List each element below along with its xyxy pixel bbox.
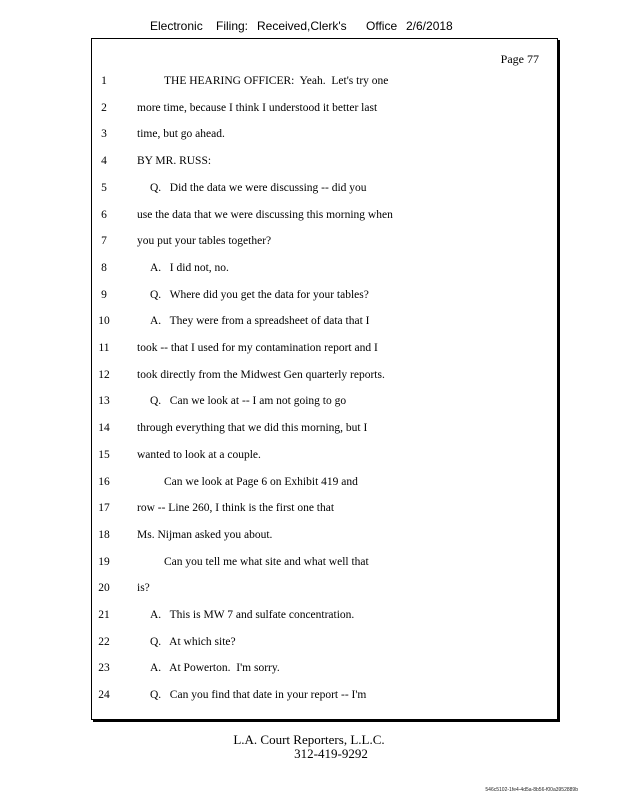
transcript-line: [92, 689, 557, 707]
line-number: 15: [98, 448, 110, 461]
transcript-line: [92, 262, 557, 280]
line-number: 17: [98, 502, 110, 515]
line-number: 1: [101, 75, 107, 87]
transcript-line: [92, 502, 557, 520]
line-text: wanted to look at a couple.: [137, 448, 261, 461]
transcript-line: [92, 289, 557, 307]
line-number: 19: [98, 555, 110, 568]
line-number: 18: [98, 528, 110, 541]
line-text: is?: [137, 582, 150, 595]
transcript-line: [92, 155, 557, 173]
transcript-line: [92, 476, 557, 494]
transcript-line: [92, 395, 557, 413]
line-text: A. This is MW 7 and sulfate concentration.: [150, 609, 355, 621]
footer-company: L.A. Court Reporters, L.L.C.: [233, 732, 385, 747]
stamp-word: Electronic: [150, 19, 203, 33]
transcript-line: [92, 369, 557, 387]
line-text: Q. At which site?: [150, 635, 236, 648]
stamp-word: Received,Clerk's: [257, 19, 347, 33]
line-text: more time, because I think I understood it better last: [137, 101, 378, 114]
transcript-line: [92, 128, 557, 146]
transcript-line: [92, 609, 557, 627]
footer: [0, 733, 618, 761]
line-number: 6: [101, 208, 107, 221]
line-text: row -- Line 260, I think is the first one that: [137, 502, 335, 515]
stamp-word: Filing:: [216, 19, 249, 33]
line-text: Can you tell me what site and what well that: [164, 555, 369, 568]
line-number: 8: [101, 261, 107, 274]
line-number: 14: [98, 422, 110, 435]
line-number: 7: [101, 235, 107, 248]
transcript-page: [91, 38, 558, 720]
line-text: BY MR. RUSS:: [137, 155, 212, 168]
transcript-line: [92, 209, 557, 227]
line-number: 20: [98, 582, 110, 595]
footer-phone: 312-419-9292: [294, 746, 368, 761]
transcript-line: [92, 529, 557, 547]
transcript-line: [92, 342, 557, 360]
line-text: Q. Can we look at -- I am not going to go: [150, 395, 347, 408]
line-number: 10: [98, 315, 110, 328]
document-id: 546c5102-1fe4-4d5a-8b56-f00a3952889b: [485, 787, 578, 793]
line-text: THE HEARING OFFICER: Yeah. Let's try one: [164, 75, 389, 87]
line-number: 9: [101, 288, 107, 301]
line-number: 12: [98, 368, 110, 381]
line-number: 24: [98, 689, 110, 702]
transcript-line: [92, 102, 557, 120]
line-text: A. At Powerton. I'm sorry.: [150, 662, 280, 675]
line-number: 3: [101, 128, 107, 141]
line-number: 23: [98, 662, 110, 675]
line-text: Ms. Nijman asked you about.: [137, 528, 273, 541]
transcript-line: [92, 315, 557, 333]
transcript-line: [92, 662, 557, 680]
transcript-line: [92, 582, 557, 600]
line-number: 16: [98, 475, 110, 488]
page-number: Page 77: [500, 52, 539, 66]
transcript-line: [92, 422, 557, 440]
transcript-line: [92, 449, 557, 467]
stamp-word: Office: [366, 19, 398, 33]
line-number: 2: [101, 101, 107, 114]
transcript-line: [92, 75, 557, 93]
stamp-word: 2/6/2018: [406, 19, 453, 33]
line-text: Q. Did the data we were discussing -- did you: [150, 181, 367, 194]
line-text: took -- that I used for my contamination report and I: [137, 342, 378, 354]
line-text: took directly from the Midwest Gen quarterly reports.: [137, 368, 385, 381]
line-text: you put your tables together?: [137, 235, 272, 248]
line-number: 11: [98, 342, 110, 354]
line-text: A. They were from a spreadsheet of data that I: [150, 315, 370, 328]
line-number: 5: [101, 181, 107, 194]
line-text: time, but go ahead.: [137, 128, 225, 141]
line-text: Can we look at Page 6 on Exhibit 419 and: [164, 475, 358, 488]
line-text: through everything that we did this morning, but I: [137, 422, 368, 435]
line-number: 22: [98, 635, 110, 648]
line-text: Q. Can you find that date in your report -- I'm: [150, 689, 367, 702]
transcript-line: [92, 636, 557, 654]
transcript-line: [92, 556, 557, 574]
line-text: use the data that we were discussing this morning when: [137, 208, 393, 221]
line-number: 4: [101, 155, 107, 168]
line-text: A. I did not, no.: [150, 261, 229, 274]
transcript-line: [92, 235, 557, 253]
transcript-line: [92, 182, 557, 200]
line-text: Q. Where did you get the data for your tables?: [150, 288, 369, 301]
line-number: 13: [98, 395, 110, 408]
line-number: 21: [98, 609, 110, 621]
